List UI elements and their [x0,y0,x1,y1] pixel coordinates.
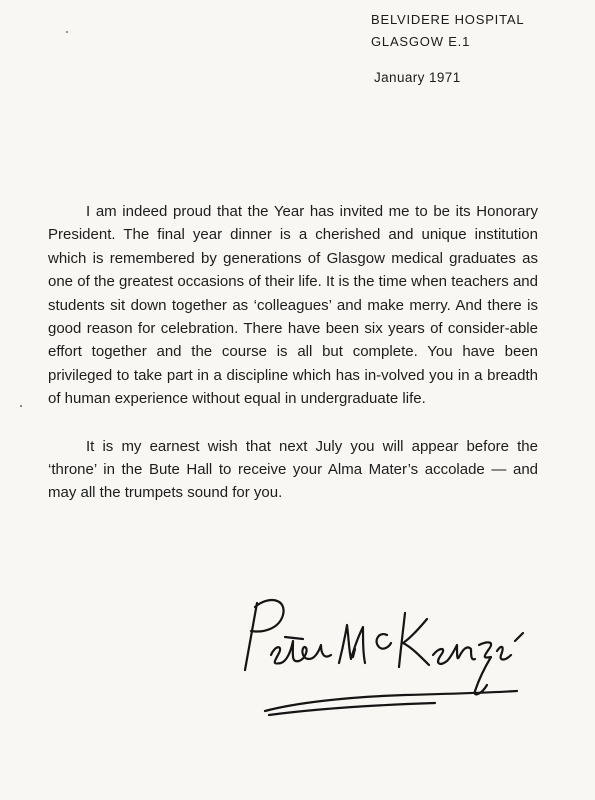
body-paragraph-2: It is my earnest wish that next July you will appear before the ‘throne’ in the Bute Hall to receive your Alma Mater’s accolade — and may all the trumpets sound for you. [48,437,538,502]
paper-speck [20,405,22,407]
letterhead-line-1: BELVIDERE HOSPITAL [371,12,525,27]
paper-speck [66,31,68,33]
letterhead-address [371,9,524,53]
letter-body [48,200,538,505]
handwritten-signature [235,585,535,735]
body-paragraph-1: I am indeed proud that the Year has invited me to be its Honorary President. The final year dinner is a cherished and unique institution which is remembered by generations of Glasgow medical graduates as one of the greatest occasions of their life. It is the time when teachers and students sit down together as ‘colleagues’ and make merry. And there is good reason for celebration. There have been six years of consider-able effort together and the course is all but complete. You have been privileged to take part in a discipline which has in-volved you in a breadth of human experience without equal in undergraduate life. [48,203,538,408]
letter-date: January 1971 [374,70,461,85]
letterhead-line-2: GLASGOW E.1 [371,34,471,49]
